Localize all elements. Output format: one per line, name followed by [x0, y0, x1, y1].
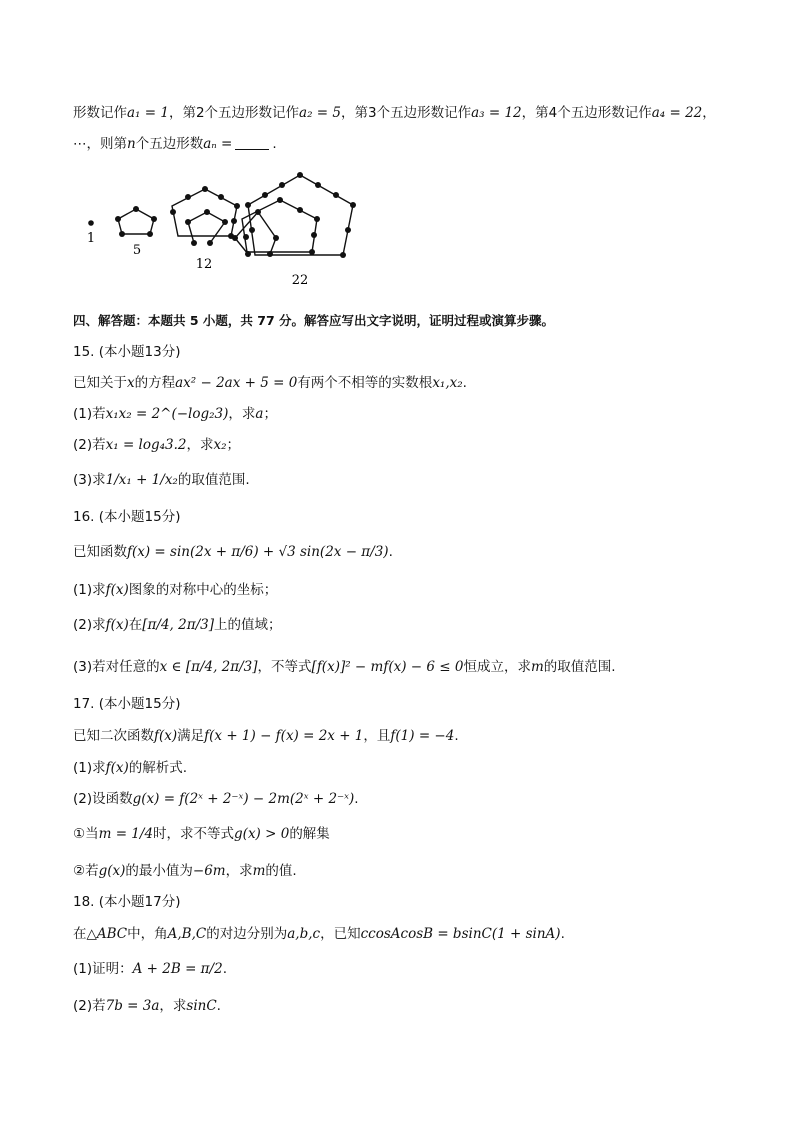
text: ，已知: [320, 926, 361, 942]
g-of-x: g(x): [98, 863, 126, 879]
text: 的取值范围.: [177, 472, 250, 488]
q14-line1: [73, 103, 716, 123]
x-in-interval: x ∈ [π/4, 2π/3]: [159, 659, 258, 675]
text: 的方程: [134, 375, 176, 391]
text: ，求: [228, 406, 256, 422]
text: ，求: [159, 998, 187, 1014]
text: 形数记作: [73, 105, 127, 121]
q18-stem: [73, 924, 565, 944]
m-var: m: [252, 863, 266, 879]
f-of-x: f(x): [105, 760, 129, 776]
inequality: [f(x)]² − mf(x) − 6 ≤ 0: [311, 659, 464, 675]
text: ，第2个五边形数记作: [168, 105, 300, 121]
x2-var: x₂: [213, 437, 227, 453]
text: 的解集: [289, 826, 330, 842]
text: (1)证明：: [73, 961, 133, 977]
text: .: [216, 998, 221, 1014]
q17-part1: [73, 758, 187, 778]
log-formula: x₁ = log₄3.2: [105, 437, 187, 453]
text: ；: [263, 406, 277, 422]
text: 满足: [177, 728, 205, 744]
a1-formula: a₁ = 1: [127, 105, 169, 121]
difference-equation: f(x + 1) − f(x) = 2x + 1: [204, 728, 364, 744]
f-of-x: f(x): [105, 617, 129, 633]
q17-sub2: [73, 861, 297, 881]
text: .: [388, 544, 393, 560]
q16-header: 16. (本小题15分): [73, 509, 181, 525]
q16-stem: [73, 542, 393, 562]
q18-header: 18. (本小题17分): [73, 894, 181, 910]
text: (2)若: [73, 998, 106, 1014]
function-definition: f(x) = sin(2x + π/6) + √3 sin(2x − π/3): [127, 544, 389, 560]
x-var: x: [127, 375, 135, 391]
trig-equation: ccosAcosB = bsinC(1 + sinA): [360, 926, 561, 942]
q15-header: 15. (本小题13分): [73, 344, 181, 360]
text: 已知关于: [73, 375, 127, 391]
text: (3)若对任意的: [73, 659, 160, 675]
a4-formula: a₄ = 22: [651, 105, 703, 121]
q18-part2: [73, 996, 221, 1016]
a-var: a: [255, 406, 264, 422]
text: 在: [73, 926, 87, 942]
section-title: 四、解答题：本题共 5 小题，共 77 分。解答应写出文字说明，证明过程或演算步骤。: [73, 313, 555, 328]
text: (1)求: [73, 760, 106, 776]
reciprocal-sum: 1/x₁ + 1/x₂: [105, 472, 178, 488]
text: ，求: [186, 437, 214, 453]
text: (3)求: [73, 472, 106, 488]
text: .: [454, 728, 459, 744]
pentagonal-numbers-figure: [80, 170, 370, 290]
q17-header: 17. (本小题15分): [73, 696, 181, 712]
q15-part2: [73, 435, 240, 455]
min-value: −6m: [192, 863, 226, 879]
text: 的取值范围.: [543, 659, 616, 675]
text: 有两个不相等的实数根: [297, 375, 433, 391]
an-formula: aₙ =: [203, 136, 233, 152]
q15-part3: [73, 470, 250, 490]
answer-blank: [235, 149, 269, 150]
side-relation: 7b = 3a: [105, 998, 160, 1014]
text: 恒成立，求: [463, 659, 531, 675]
angles: A,B,C: [167, 926, 207, 942]
roots: x₁,x₂: [432, 375, 463, 391]
text: (2)若: [73, 437, 106, 453]
text: (2)求: [73, 617, 106, 633]
text: .: [462, 375, 467, 391]
text: 个五边形数: [135, 136, 204, 152]
q17-part2: [73, 789, 359, 809]
text: 的最小值为: [125, 863, 193, 879]
figure-label-12: 12: [195, 257, 213, 272]
q18-part1: [73, 959, 227, 979]
g-definition: g(x) = f(2ˣ + 2⁻ˣ) − 2m(2ˣ + 2⁻ˣ): [132, 791, 355, 807]
text: .: [560, 926, 565, 942]
text: 的解析式.: [128, 760, 188, 776]
sin-c: sinC: [186, 998, 217, 1014]
q14-line2: [73, 134, 277, 154]
text: 已知二次函数: [73, 728, 154, 744]
text: ⋯，则第: [73, 136, 127, 152]
quadratic-equation: ax² − 2ax + 5 = 0: [175, 375, 298, 391]
text: (1)若: [73, 406, 106, 422]
figure-label-1: 1: [86, 231, 96, 246]
text: ②若: [73, 863, 99, 879]
n-var: n: [127, 136, 136, 152]
q15-part1: [73, 404, 277, 424]
text: ，且: [363, 728, 391, 744]
a3-formula: a₃ = 12: [471, 105, 522, 121]
text: .: [222, 961, 227, 977]
a2-formula: a₂ = 5: [299, 105, 341, 121]
text: 已知函数: [73, 544, 127, 560]
figure-label-22: 22: [291, 273, 309, 288]
q16-part2: [73, 615, 282, 635]
product-formula: x₁x₂ = 2^(−log₂3): [105, 406, 229, 422]
f1-value: f(1) = −4: [390, 728, 455, 744]
text: (1)求: [73, 582, 106, 598]
text: ；: [226, 437, 241, 453]
text: ，不等式: [257, 659, 312, 675]
text: ，第4个五边形数记作: [521, 105, 652, 121]
m-var: m: [530, 659, 544, 675]
f-of-x: f(x): [154, 728, 178, 744]
text: ，第3个五边形数记作: [341, 105, 472, 121]
sides: a,b,c: [287, 926, 321, 942]
text: ①当: [73, 826, 99, 842]
g-inequality: g(x) > 0: [234, 826, 290, 842]
text: 的值.: [265, 863, 297, 879]
text: 在: [128, 617, 143, 633]
q17-sub1: [73, 824, 330, 844]
text: ，求: [225, 863, 253, 879]
q16-part3: [73, 657, 616, 677]
text: ，: [702, 105, 716, 121]
text: 时，求不等式: [153, 826, 235, 842]
triangle: △ABC: [86, 926, 128, 942]
text: 上的值域；: [214, 617, 282, 633]
q17-stem: [73, 726, 459, 746]
q16-part1: [73, 580, 277, 600]
f-of-x: f(x): [105, 582, 129, 598]
m-value: m = 1/4: [98, 826, 154, 842]
text: (2)设函数: [73, 791, 133, 807]
text: 的对边分别为: [206, 926, 288, 942]
angle-relation: A + 2B = π/2: [132, 961, 223, 977]
text: .: [272, 136, 277, 152]
figure-label-5: 5: [132, 243, 142, 258]
text: 中，角: [127, 926, 168, 942]
text: 图象的对称中心的坐标；: [128, 582, 278, 598]
interval: [π/4, 2π/3]: [142, 617, 215, 633]
q15-stem: [73, 373, 467, 393]
text: .: [354, 791, 359, 807]
